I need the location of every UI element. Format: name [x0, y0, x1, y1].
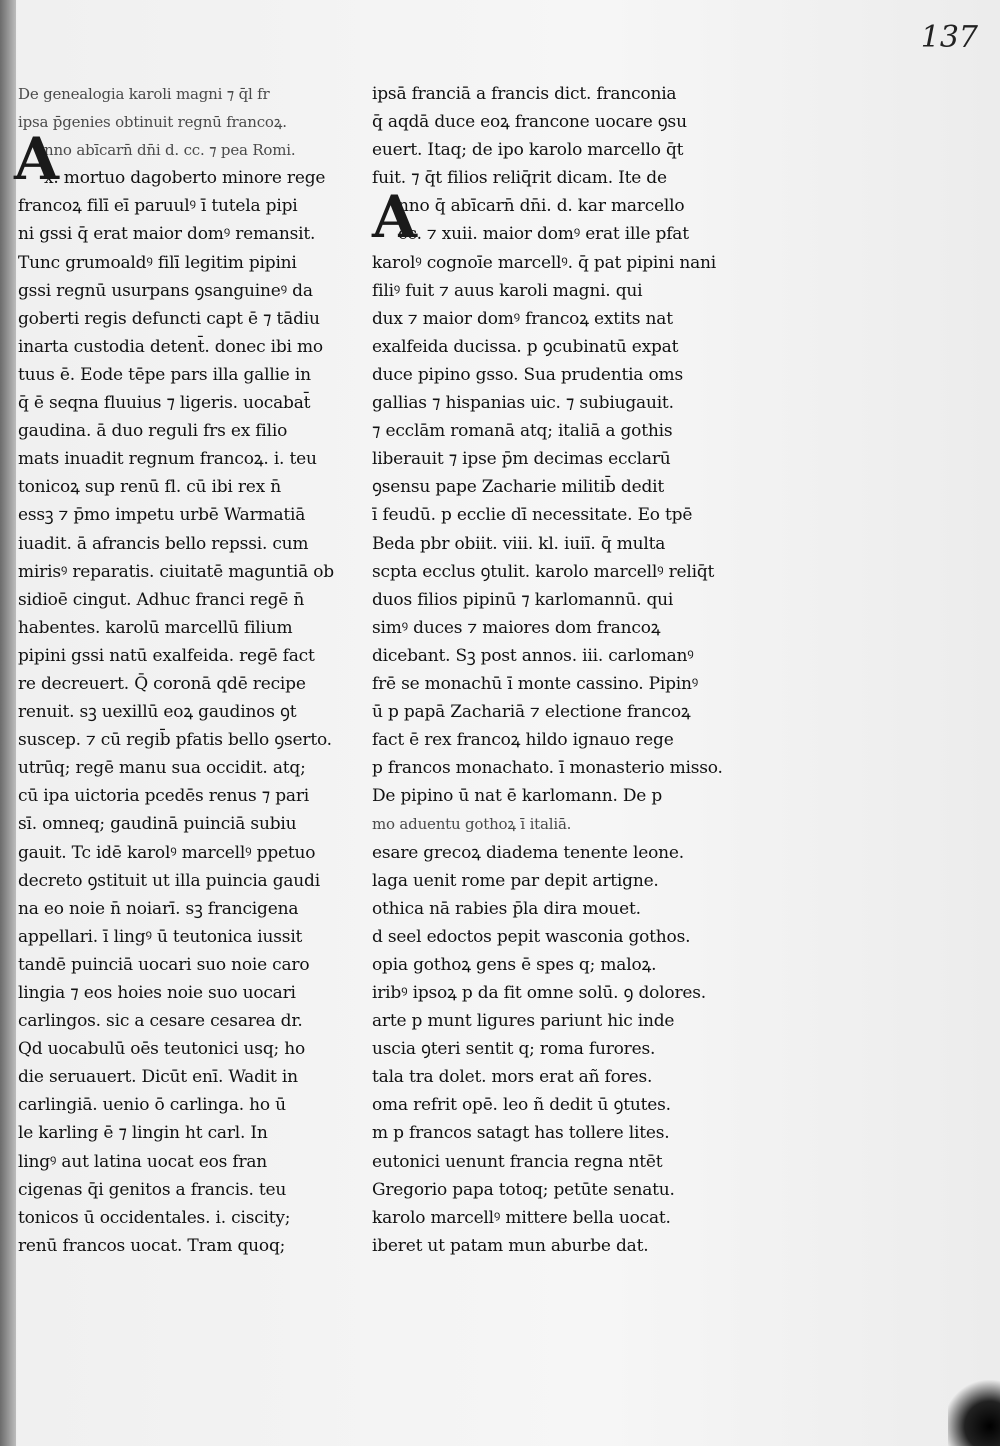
text-line: iuadit. ā afrancis bello repssi. cum — [18, 533, 309, 554]
text-line: De pipino ū nat ē karlomann. De p — [372, 786, 663, 807]
text-line: exalfeida ducissa. p ꝯcubinatū expat — [372, 336, 679, 357]
text-line: sidioē cingut. Adhuc franci regē n̄ — [18, 589, 305, 610]
text-line: re decreuert. Q̄ coronā qdē recipe — [18, 673, 306, 694]
text-line: francoꝝ filī eī paruulꝰ ī tutela pipi — [18, 196, 298, 217]
text-line: gauit. Tc idē karolꝰ marcellꝰ ppetuo — [18, 842, 316, 863]
text-line: d seel edoctos pepit wasconia gothos. — [372, 926, 691, 947]
text-line: mo aduentu gothoꝝ ī italiā. — [372, 815, 572, 834]
text-line: fuit. ⁊ q̄t filios reliq̄rit dicam. Ite de — [372, 168, 667, 189]
text-line: mats inuadit regnum francoꝝ. i. teu — [18, 449, 317, 470]
text-line: gallias ⁊ hispanias uic. ⁊ subiugauit. — [372, 393, 674, 414]
text-line: ꝯsensu pape Zacharie militib̄ dedit — [372, 477, 665, 498]
text-line: goberti regis defuncti capt ē ⁊ tādiu — [18, 308, 320, 329]
text-line: ū p papā Zachariā ⁊ electione francoꝝ — [372, 702, 691, 723]
text-line: opia gothoꝝ gens ē spes q; maloꝝ. — [372, 954, 657, 975]
text-line: frē se monachū ī monte cassino. Pipinꝰ — [372, 673, 699, 694]
text-line: sī. omneq; gaudinā puinciā subiu — [18, 814, 297, 835]
text-line: le karling ē ⁊ lingin ht carl. In — [18, 1123, 268, 1144]
text-line: ī feudū. p ecclie dī necessitate. Eo tpē — [372, 505, 693, 526]
text-line: eutonici uenunt francia regna ntēt — [372, 1151, 663, 1172]
text-line: liberauit ⁊ ipse p̄m decimas ecclarū — [372, 449, 671, 470]
text-line: karolꝰ cognoīe marcellꝰ. q̄ pat pipini nani — [372, 252, 717, 273]
text-line: renū francos uocat. Tram quoq; — [18, 1235, 286, 1256]
text-line: decreto ꝯstituit ut illa puincia gaudi — [18, 870, 320, 891]
text-line: duos filios pipinū ⁊ karlomannū. qui — [372, 589, 674, 610]
text-line: utrūq; regē manu sua occidit. atq; — [18, 758, 306, 779]
text-line: inarta custodia detent̄. donec ibi mo — [18, 336, 323, 357]
text-line: euert. Itaq; de ipo karolo marcello q̄t — [372, 140, 684, 161]
text-line: mirisꝰ reparatis. ciuitatē maguntiā ob — [18, 561, 334, 582]
text-line: cū ipa uictoria pcedēs renus ⁊ pari — [18, 786, 309, 807]
text-line: lingia ⁊ eos hoies noie suo uocari — [18, 983, 296, 1003]
text-line: iribꝰ ipsoꝝ p da fit omne solū. ꝯ dolores. — [372, 983, 706, 1003]
text-line: na eo noie n̄ noiarī. sꝫ francigena — [18, 898, 299, 919]
text-line: Beda pbr obiit. viii. kl. iuiī. q̄ multa — [372, 533, 666, 554]
text-line: dux ⁊ maior domꝰ francoꝝ extits nat — [372, 308, 673, 329]
text-line: ipsa p̄genies obtinuit regnū francoꝝ. — [18, 113, 287, 132]
text-line: karolo marcellꝰ mittere bella uocat. — [372, 1207, 671, 1228]
text-line: nno q̄ abīcarn̄ dn̄i. d. kar marcello — [398, 196, 685, 217]
right-column — [372, 80, 792, 1260]
page-corner-shadow — [948, 1380, 1000, 1446]
text-line: q̄ ē seqna fluuius ⁊ ligeris. uocabat̄ — [18, 393, 311, 414]
text-line: carlingos. sic a cesare cesarea dr. — [18, 1011, 303, 1032]
text-line: pipini gssi natū exalfeida. regē fact — [18, 645, 315, 666]
text-line: esare grecoꝝ diadema tenente leone. — [372, 842, 684, 863]
text-line: p francos monachato. ī monasterio misso. — [372, 758, 723, 779]
text-line: tonicoꝝ sup renū fl. cū ibi rex n̄ — [18, 477, 281, 498]
text-line: tonicos ū occidentales. i. ciscity; — [18, 1207, 291, 1228]
text-line: othica nā rabies p̄la dira mouet. — [372, 898, 641, 919]
text-line: De genealogia karoli magni ⁊ q̄l fr — [18, 85, 270, 103]
text-line: appellari. ī lingꝰ ū teutonica iussit — [18, 926, 303, 947]
text-line: ni gssi q̄ erat maior domꝰ remansit. — [18, 224, 316, 245]
text-line: scpta ecclus ꝯtulit. karolo marcellꝰ reliq̄t — [372, 561, 715, 582]
text-line: ipsā franciā a francis dict. franconia — [372, 84, 677, 104]
text-line: tala tra dolet. mors erat añ fores. — [372, 1067, 653, 1088]
text-line: laga uenit rome par depit artigne. — [372, 870, 659, 891]
text-line: m p francos satagt has tollere lites. — [372, 1123, 670, 1144]
text-line: q̄ aqdā duce eoꝝ francone uocare ꝯsu — [372, 112, 687, 133]
text-line: filiꝰ fuit ⁊ auus karoli magni. qui — [372, 280, 643, 301]
text-line: dicebant. Sꝫ post annos. iii. carlomanꝰ — [372, 645, 694, 666]
decorated-initial-a-right: A — [372, 183, 418, 251]
text-line: essꝫ ⁊ p̄mo impetu urbē Warmatiā — [18, 505, 306, 526]
text-line: duce pipino gsso. Sua prudentia oms — [372, 364, 683, 385]
text-line: arte p munt ligures pariunt hic inde — [372, 1011, 675, 1032]
text-line: Qd uocabulū oēs teutonici usq; ho — [18, 1039, 306, 1060]
binding-gutter — [0, 0, 16, 1446]
text-line: oma refrit opē. leo ñ dedit ū ꝯtutes. — [372, 1095, 671, 1116]
text-line: x. mortuo dagoberto minore rege — [44, 168, 326, 189]
text-line: Tunc grumoaldꝰ filī legitim pipini — [18, 252, 297, 273]
folio-number: 137 — [920, 20, 978, 55]
text-line: tandē puinciā uocari suo noie caro — [18, 954, 310, 975]
text-line: gaudina. ā duo reguli frs ex filio — [18, 421, 288, 442]
text-line: Gregorio papa totoq; petūte senatu. — [372, 1179, 675, 1200]
text-line: tuus ē. Eode tēpe pars illa gallie in — [18, 364, 311, 385]
text-line: ⁊ ecclām romanā atq; italiā a gothis — [372, 421, 673, 442]
text-line: simꝰ duces ⁊ maiores dom francoꝝ — [372, 617, 661, 638]
text-line: renuit. sꝫ uexillū eoꝝ gaudinos ꝯt — [18, 702, 297, 723]
text-line: iberet ut patam mun aburbe dat. — [372, 1235, 649, 1256]
text-line: carlingiā. uenio ō carlinga. ho ū — [18, 1095, 286, 1116]
left-column — [18, 80, 378, 1260]
text-line: habentes. karolū marcellū filium — [18, 617, 293, 638]
text-line: lingꝰ aut latina uocat eos fran — [18, 1151, 268, 1172]
decorated-initial-a-left: A — [14, 125, 60, 193]
text-line: suscep. ⁊ cū regib̄ pfatis bello ꝯserto. — [18, 730, 332, 751]
text-line: cc. ⁊ xuii. maior domꝰ erat ille pfat — [398, 224, 689, 245]
text-line: fact ē rex francoꝝ hildo ignauo rege — [372, 730, 674, 751]
text-line: nno abīcarn̄ dn̄i d. cc. ⁊ pea Romi. — [44, 141, 296, 160]
text-line: uscia ꝯteri sentit q; roma furores. — [372, 1039, 656, 1060]
text-line: cigenas q̄i genitos a francis. teu — [18, 1179, 287, 1200]
text-line: die seruauert. Dicūt enī. Wadit in — [18, 1067, 298, 1088]
text-line: gssi regnū usurpans ꝯsanguineꝰ da — [18, 280, 313, 301]
